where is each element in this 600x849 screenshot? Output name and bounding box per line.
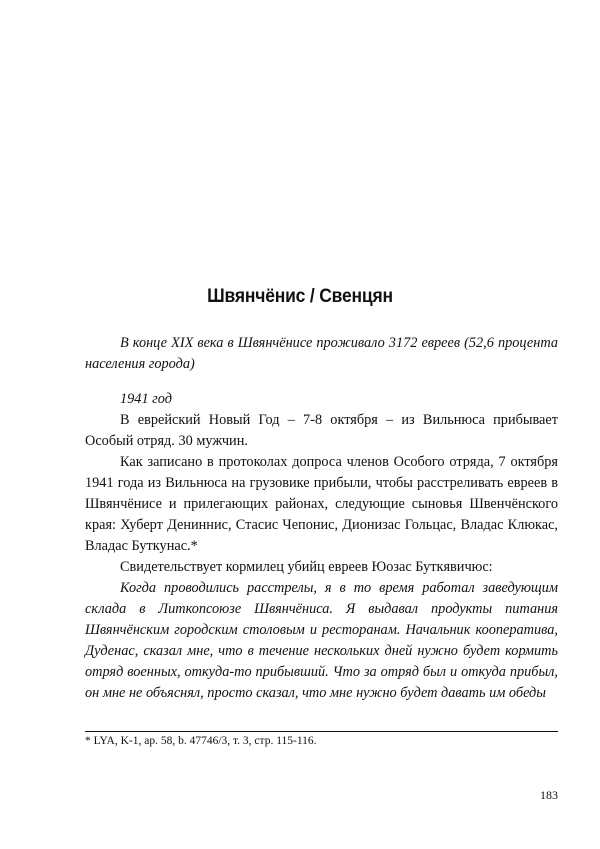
testimony-quote: Когда проводились расстрелы, я в то время работал заведующим склада в Литкопсоюзе Швянчёниса. Я выдавал продукты питания Швянчёнским городским столовым и ресторанам. Начальник кооператива, Дуденас, сказал мне, что в течение нескольких дней нужно будет кормить отряд военных, откуда-то прибывший. Что за отряд был и откуда прибыл, он мне не объяснял, просто сказал, что мне нужно будет давать им обеды [85, 580, 558, 701]
paragraph-protocols: Как записано в протоколах допроса членов Особого отряда, 7 октября 1941 года из Вильнюса на грузовике прибыли, чтобы расстреливать евреев в Швянчёнисе и прилегающих районах, следующие сыновья Швенчёнского края: Хуберт Дениннис, Стасис Чепонис, Дионизас Гольцас, Владас Клюкас, Владас Буткунас.* [85, 454, 558, 554]
testimony [85, 557, 558, 704]
footnote: * LYA, K-1, ap. 58, b. 47746/3, т. 3, стр. 115-116. [85, 735, 317, 747]
paragraph-arrival: В еврейский Новый Год – 7-8 октября – из Вильнюса прибывает Особый отряд. 30 мужчин. [85, 412, 558, 449]
main-text [85, 389, 558, 557]
epigraph-text: В конце XIX века в Швянчёнисе проживало 3172 евреев (52,6 процента населения города) [85, 335, 558, 372]
year-heading: 1941 год [120, 391, 172, 407]
page-number: 183 [540, 788, 558, 802]
testimony-intro: Свидетельствует кормилец убийц евреев Юозас Буткявичюс: [120, 559, 493, 575]
footnote-divider [85, 731, 558, 732]
epigraph [85, 333, 558, 375]
chapter-title: Швянчёнис / Свенцян [207, 286, 393, 307]
